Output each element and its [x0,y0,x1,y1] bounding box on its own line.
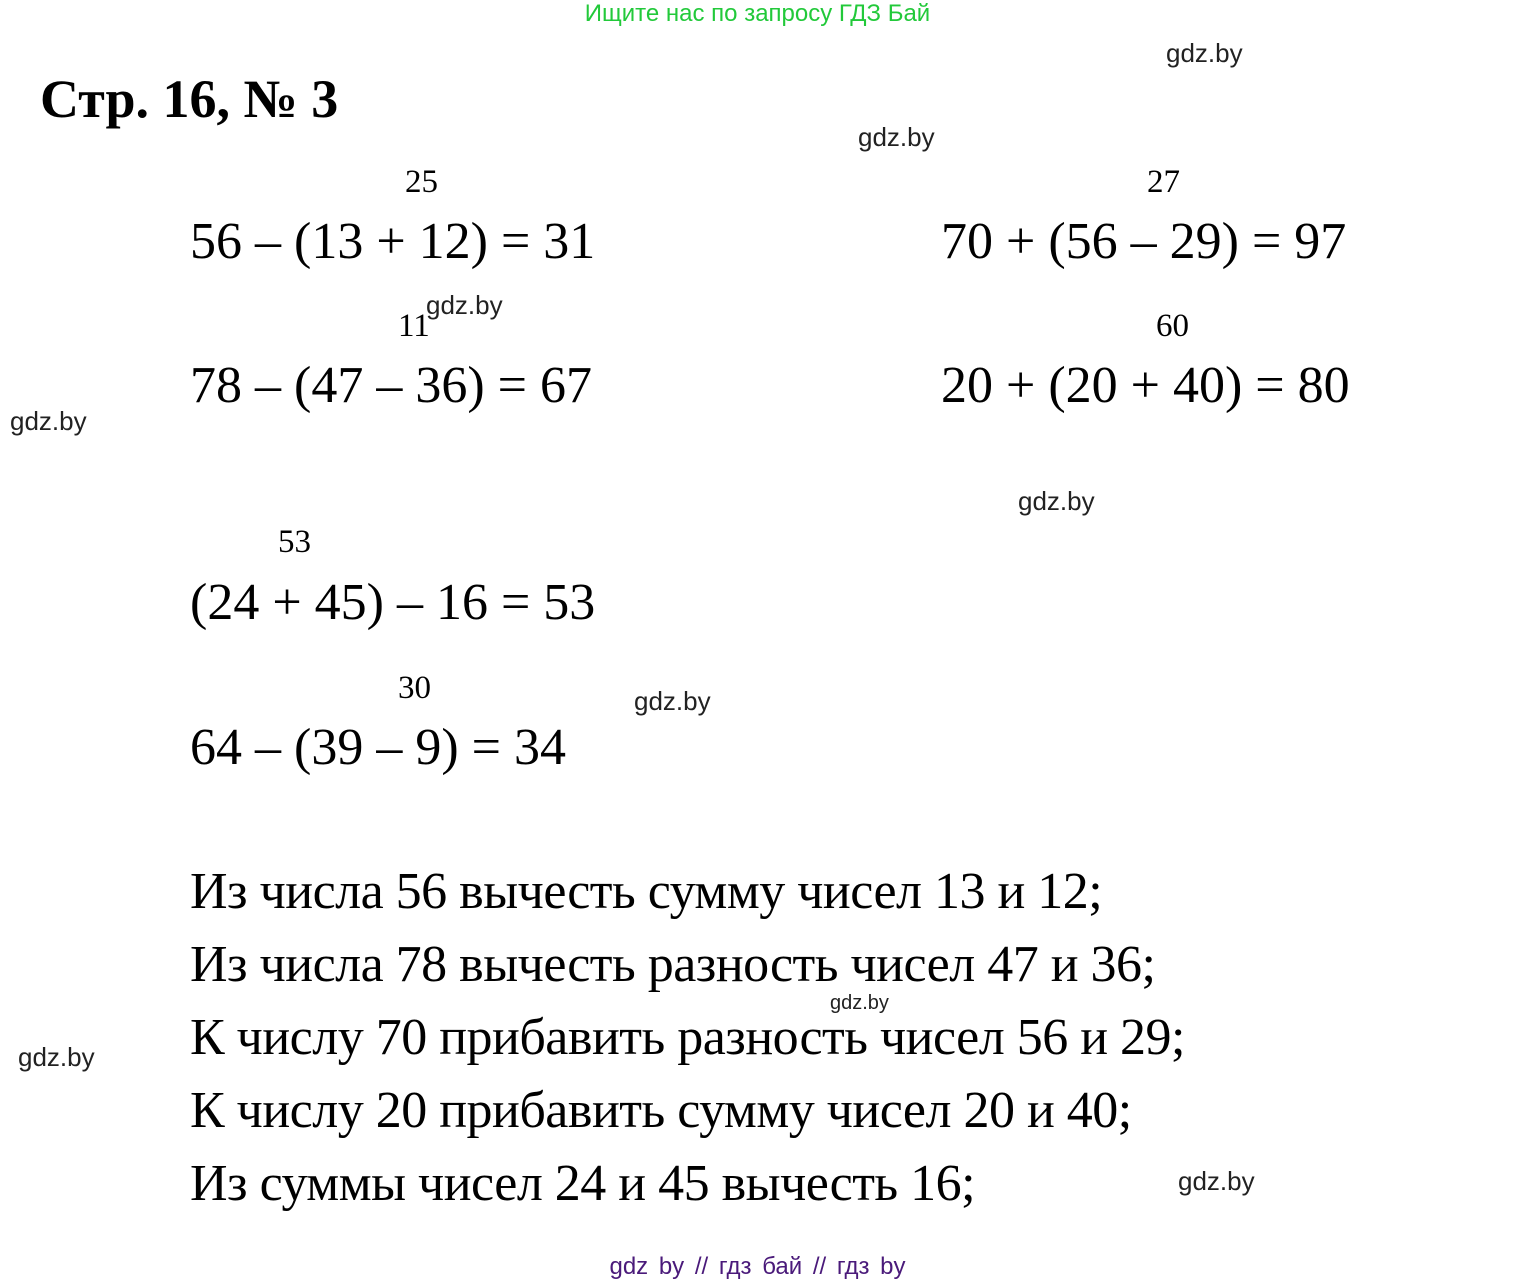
equation: 78 – (47 – 36) = 67 [190,357,592,414]
equation: 70 + (56 – 29) = 97 [941,213,1347,270]
search-banner: Ищите нас по запросу ГДЗ Бай [584,0,931,27]
watermark: gdz.by [10,406,87,436]
watermark: gdz.by [1178,1166,1255,1196]
watermark: gdz.by [858,122,935,152]
watermark: gdz.by [830,992,889,1014]
intermediate-result: 11 [398,308,430,344]
watermark: gdz.by [1166,38,1243,68]
sentence: Из суммы чисел 24 и 45 вычесть 16; [190,1155,976,1212]
watermark: gdz.by [1018,486,1095,516]
watermark: gdz.by [18,1042,95,1072]
sentence: Из числа 56 вычесть сумму чисел 13 и 12; [190,863,1103,920]
equation: 20 + (20 + 40) = 80 [941,357,1350,414]
intermediate-result: 53 [278,524,311,560]
equation: 56 – (13 + 12) = 31 [190,213,596,270]
intermediate-result: 30 [398,670,431,706]
intermediate-result: 60 [1156,308,1189,344]
sentence: К числу 70 прибавить разность чисел 56 и 29; [190,1009,1185,1066]
equation: (24 + 45) – 16 = 53 [190,574,596,631]
equation: 64 – (39 – 9) = 34 [190,719,566,776]
intermediate-result: 25 [405,164,438,200]
sentence: Из числа 78 вычесть разность чисел 47 и 36; [190,936,1156,993]
footer-links: gdz by // гдз бай // гдз by [609,1253,906,1280]
watermark: gdz.by [426,290,503,320]
intermediate-result: 27 [1147,164,1180,200]
page-title: Стр. 16, № 3 [40,69,339,129]
watermark: gdz.by [634,686,711,716]
sentence: К числу 20 прибавить сумму чисел 20 и 40; [190,1082,1132,1139]
